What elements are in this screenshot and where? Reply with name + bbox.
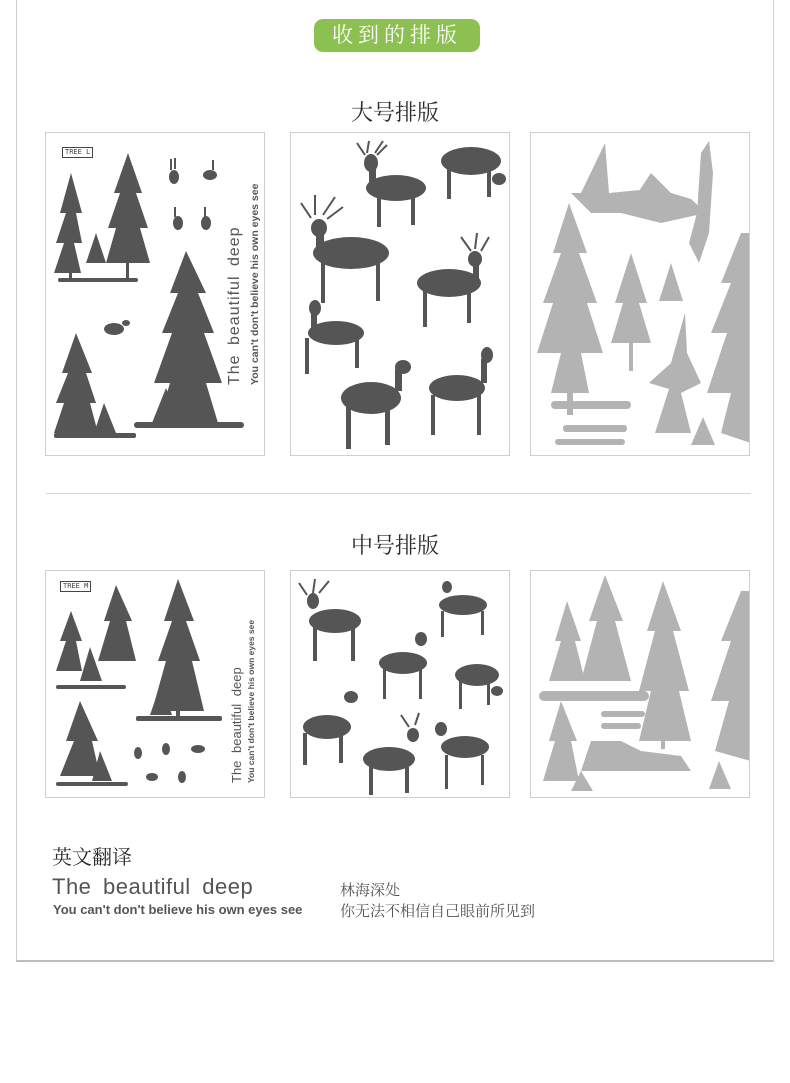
translation-heading: 英文翻译 bbox=[52, 845, 132, 869]
received-layout-badge: 收到的排版 bbox=[314, 19, 480, 52]
deer-2 bbox=[441, 147, 506, 199]
vertical-title-text: The beautiful deep bbox=[226, 226, 243, 385]
deer-1 bbox=[357, 141, 426, 227]
english-title: The beautiful deep bbox=[52, 874, 254, 899]
medium-panel-deer bbox=[290, 570, 510, 798]
deer-7 bbox=[435, 722, 489, 789]
deer-6 bbox=[363, 713, 419, 795]
medium-panel-trees bbox=[45, 570, 265, 798]
vertical-title-text: The beautiful deep bbox=[229, 667, 244, 783]
medium-panel-light-trees bbox=[530, 570, 750, 798]
light-tree-silhouettes bbox=[531, 133, 750, 456]
large-panel-light-trees bbox=[530, 132, 750, 456]
large-panel-deer bbox=[290, 132, 510, 456]
deer-7 bbox=[429, 347, 493, 435]
deer-4 bbox=[455, 664, 503, 709]
deer-silhouettes bbox=[291, 133, 510, 456]
size-code-label: TREE M bbox=[60, 581, 91, 592]
section-divider bbox=[46, 493, 751, 494]
light-tree-silhouettes bbox=[531, 571, 750, 798]
size-code-label: TREE L bbox=[62, 147, 93, 158]
deer-3 bbox=[379, 632, 427, 699]
medium-layout-title: 中号排版 bbox=[350, 534, 439, 559]
deer-1 bbox=[299, 579, 361, 661]
deer-6 bbox=[341, 360, 411, 449]
deer-2 bbox=[439, 581, 487, 637]
large-layout-title: 大号排版 bbox=[350, 101, 439, 126]
chinese-title: 林海深处 bbox=[340, 881, 401, 899]
chinese-subtitle: 你无法不相信自己眼前所见到 bbox=[340, 902, 536, 920]
deer-5 bbox=[305, 300, 364, 374]
deer-3 bbox=[301, 195, 389, 303]
deer-4 bbox=[417, 233, 489, 327]
deer-5 bbox=[303, 691, 358, 765]
vertical-subtitle-text: You can't don't believe his own eyes see bbox=[249, 183, 261, 385]
english-subtitle: You can't don't believe his own eyes see bbox=[53, 902, 303, 917]
deer-silhouettes bbox=[291, 571, 510, 798]
large-panel-trees bbox=[45, 132, 265, 456]
vertical-subtitle-text: You can't don't believe his own eyes see bbox=[246, 619, 256, 783]
